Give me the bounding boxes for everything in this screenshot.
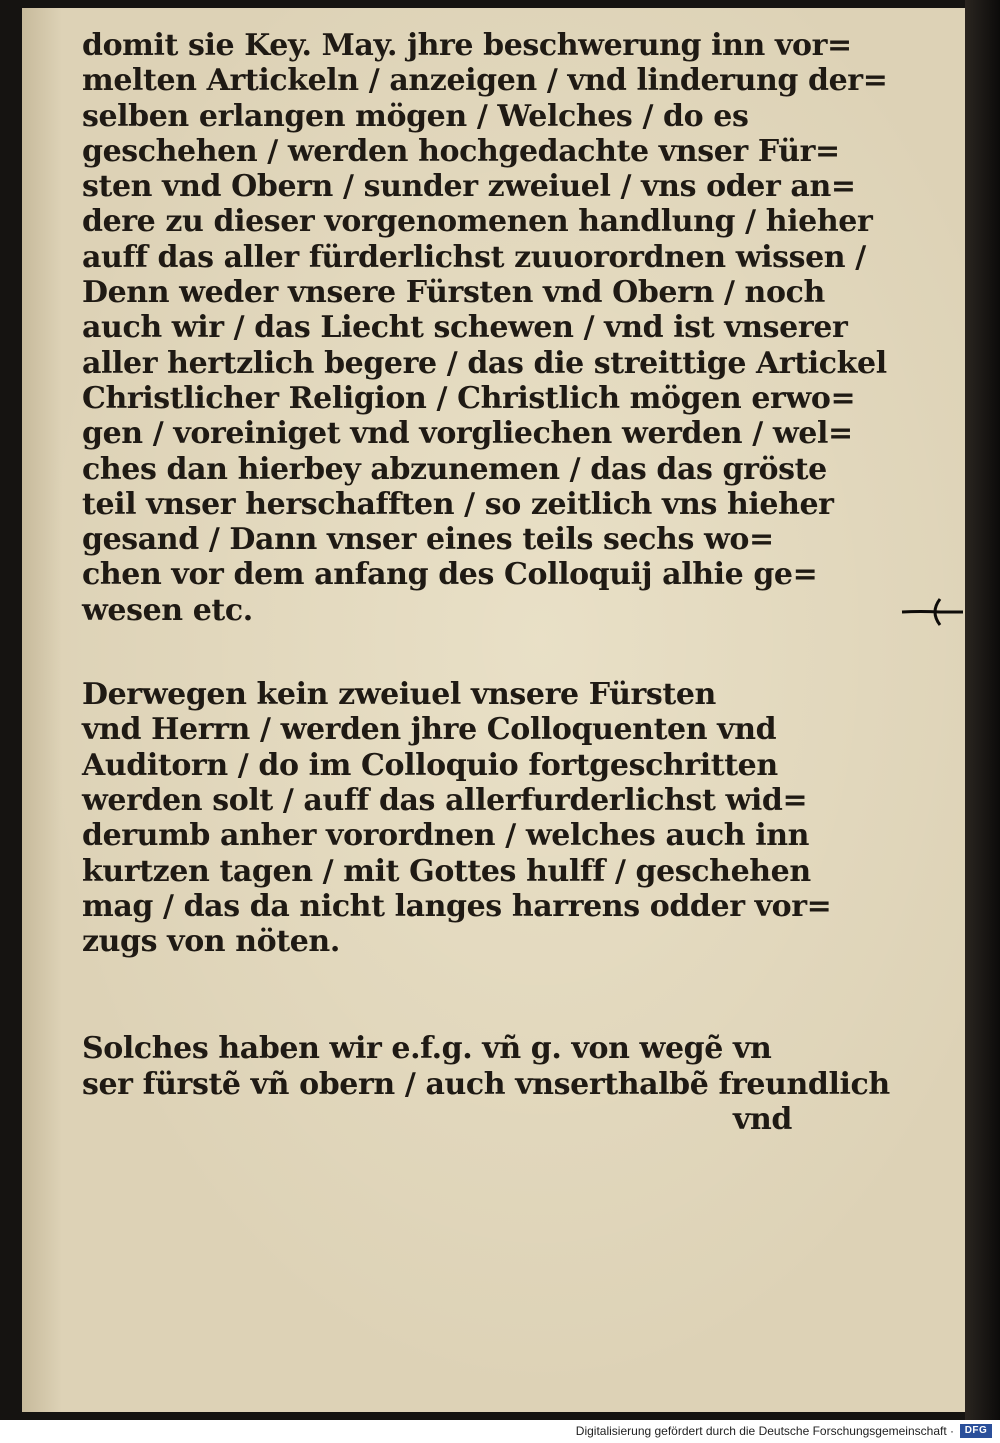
page-text bbox=[82, 28, 890, 1138]
text-line: zugs von nöten. bbox=[82, 924, 340, 960]
text-line: auff das aller fürderlichst zuuorordnen wissen / bbox=[82, 239, 866, 275]
text-line: geschehen / werden hochgedachte vnser Für= bbox=[82, 133, 840, 169]
paragraph-1 bbox=[82, 28, 888, 628]
text-line: melten Artickeln / anzeigen / vnd linderung der= bbox=[82, 63, 888, 99]
paragraph-3 bbox=[82, 1031, 890, 1102]
text-line: dere zu dieser vorgenomenen handlung / hieher bbox=[82, 204, 873, 240]
text-line: vnd Herrn / werden jhre Colloquenten vnd bbox=[82, 712, 777, 748]
text-line: derumb anher vorordnen / welches auch inn bbox=[82, 818, 810, 854]
text-line: Denn weder vnsere Fürsten vnd Obern / noch bbox=[82, 275, 825, 311]
text-line: sten vnd Obern / sunder zweiuel / vns oder an= bbox=[82, 169, 856, 205]
text-line: Christlicher Religion / Christlich mögen erwo= bbox=[82, 380, 856, 416]
text-line: auch wir / das Liecht schewen / vnd ist vnserer bbox=[82, 310, 848, 346]
text-line: chen vor dem anfang des Colloquij alhie ge= bbox=[82, 557, 818, 593]
text-line: mag / das da nicht langes harrens odder vor= bbox=[82, 888, 832, 924]
paragraph-2 bbox=[82, 677, 832, 960]
text-line: aller hertzlich begere / das die streittige Artickel bbox=[82, 345, 887, 381]
funding-notice: Digitalisierung gefördert durch die Deutsche Forschungsgemeinschaft · bbox=[575, 1424, 954, 1438]
text-line: gen / voreiniget vnd vorgliechen werden / wel= bbox=[82, 416, 853, 452]
footer-bar bbox=[0, 1420, 1000, 1443]
text-line: selben erlangen mögen / Welches / do es bbox=[82, 98, 749, 134]
margin-mark bbox=[900, 597, 965, 627]
text-line: ser fürstẽ vñ obern / auch vnserthalbẽ freundlich bbox=[82, 1066, 890, 1102]
text-line: Auditorn / do im Colloquio fortgeschritten bbox=[82, 747, 778, 783]
text-line: wesen etc. bbox=[82, 592, 253, 628]
text-line: ches dan hierbey abzunemen / das das gröste bbox=[82, 451, 827, 487]
catchword: vnd bbox=[732, 1102, 792, 1138]
text-line: gesand / Dann vnser eines teils sechs wo= bbox=[82, 522, 774, 558]
page-edge-shadow bbox=[965, 0, 1000, 1420]
text-line: teil vnser herschafften / so zeitlich vns hieher bbox=[82, 486, 834, 522]
text-line: Solches haben wir e.f.g. vñ g. von wegẽ vn bbox=[82, 1031, 772, 1067]
text-line: domit sie Key. May. jhre beschwerung inn vor= bbox=[82, 28, 852, 63]
text-line: Derwegen kein zweiuel vnsere Fürsten bbox=[82, 677, 716, 713]
dfg-logo: DFG bbox=[960, 1424, 992, 1438]
text-line: kurtzen tagen / mit Gottes hulff / geschehen bbox=[82, 853, 811, 889]
text-line: werden solt / auff das allerfurderlichst wid= bbox=[82, 782, 808, 818]
